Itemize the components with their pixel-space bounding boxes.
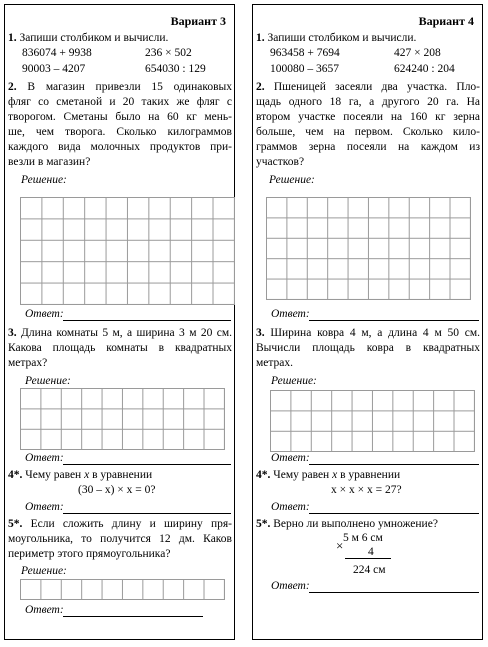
task-5-line-1: 5*. Если сложить длину и ширину пря- <box>8 518 233 530</box>
task-1-expr: 100080 – 3657 <box>270 63 339 75</box>
answer-label: Ответ: <box>25 452 64 464</box>
solution-label: Решение: <box>21 174 67 186</box>
task-2-line-5: граммов зерна посеяли на каждом из <box>256 141 480 153</box>
solution-grid <box>266 197 471 300</box>
task-1-expr: 90003 – 4207 <box>22 63 86 75</box>
variant-3-card <box>4 4 235 640</box>
task-4: 4*. Чему равен x в уравнении <box>256 469 401 481</box>
solution-label: Решение: <box>269 174 315 186</box>
task-1-expr: 624240 : 204 <box>394 63 455 75</box>
task-3-line-2: Какова площадь комнаты в квадратных <box>8 342 232 354</box>
task-2-line-6: везли в магазин? <box>8 156 91 168</box>
mult-factor: 4 <box>368 546 374 558</box>
variant-title: Вариант 4 <box>418 14 474 28</box>
answer-label: Ответ: <box>25 604 64 616</box>
task-2-line-1: 2. В магазин привезли 15 одинаковых <box>8 81 233 93</box>
task-1-expr: 654030 : 129 <box>145 63 206 75</box>
solution-grid <box>270 390 475 452</box>
task-2-line-1: 2. Пшеницей засеяли два участка. Пло- <box>256 81 481 93</box>
solution-grid <box>20 197 235 305</box>
task-2-line-3: творогом. Сметаны было на 60 кг мень- <box>8 111 232 123</box>
task-1-expr: 427 × 208 <box>394 47 441 59</box>
answer-line[interactable] <box>63 464 231 465</box>
variant-title: Вариант 3 <box>170 14 226 28</box>
task-2-line-4: больше, чем на первом. Сколько кило- <box>256 126 480 138</box>
answer-label: Ответ: <box>271 501 310 513</box>
answer-line[interactable] <box>309 320 479 321</box>
task-1: 1. Запиши столбиком и вычисли. <box>256 32 417 44</box>
task-2-line-6: участков? <box>256 156 305 168</box>
answer-line[interactable] <box>309 592 479 593</box>
answer-line[interactable] <box>63 320 231 321</box>
answer-line[interactable] <box>63 513 231 514</box>
task-1-expr: 236 × 502 <box>145 47 192 59</box>
solution-label: Решение: <box>21 565 67 577</box>
solution-grid <box>20 579 225 600</box>
task-2-line-3: втором участке посеяли на 160 кг зерна <box>256 111 480 123</box>
answer-label: Ответ: <box>271 452 310 464</box>
task-5: 5*. Верно ли выполнено умножение? <box>256 518 438 530</box>
task-3-line-3: метрах. <box>256 357 294 369</box>
solution-grid <box>20 388 225 450</box>
task-2-line-5: каждого вида молочных продуктов при- <box>8 141 232 153</box>
task-3-line-2: Вычисли площадь ковра в квадратных <box>256 342 480 354</box>
task-4-equation: (30 – x) × x = 0? <box>78 484 156 496</box>
answer-label: Ответ: <box>271 308 310 320</box>
answer-label: Ответ: <box>25 501 64 513</box>
mult-line <box>345 558 391 559</box>
mult-result: 224 см <box>353 564 386 576</box>
solution-label: Решение: <box>271 375 317 387</box>
task-3-line-1: 3. Длина комнаты 5 м, а ширина 3 м 20 см. <box>8 327 233 339</box>
answer-line[interactable] <box>309 464 479 465</box>
task-5-line-2: моугольника, то получится 12 дм. Каков <box>8 533 232 545</box>
task-4-equation: x × x × x = 27? <box>331 484 402 496</box>
task-3-line-1: 3. Ширина ковра 4 м, а длина 4 м 50 см. <box>256 327 481 339</box>
mult-top: 5 м 6 см <box>343 532 383 544</box>
task-5-line-3: периметр этого прямоугольника? <box>8 548 171 560</box>
multiplication-sign: × <box>336 538 344 553</box>
answer-line[interactable] <box>63 616 203 617</box>
task-2-line-2: фляг со сметаной и 20 таких же фляг с <box>8 96 232 108</box>
task-2-line-4: ше, чем творога. Сколько килограммов <box>8 126 232 138</box>
answer-label: Ответ: <box>271 580 310 592</box>
task-1-expr: 963458 + 7694 <box>270 47 340 59</box>
task-4: 4*. Чему равен x в уравнении <box>8 469 153 481</box>
answer-line[interactable] <box>309 513 479 514</box>
task-1-expr: 836074 + 9938 <box>22 47 92 59</box>
answer-label: Ответ: <box>25 308 64 320</box>
task-2-line-2: щадь одного 18 га, а другого 20 га. На <box>256 96 480 108</box>
task-1: 1. Запиши столбиком и вычисли. <box>8 32 169 44</box>
task-3-line-3: метрах? <box>8 357 48 369</box>
solution-label: Решение: <box>25 375 71 387</box>
variant-4-card <box>252 4 483 640</box>
